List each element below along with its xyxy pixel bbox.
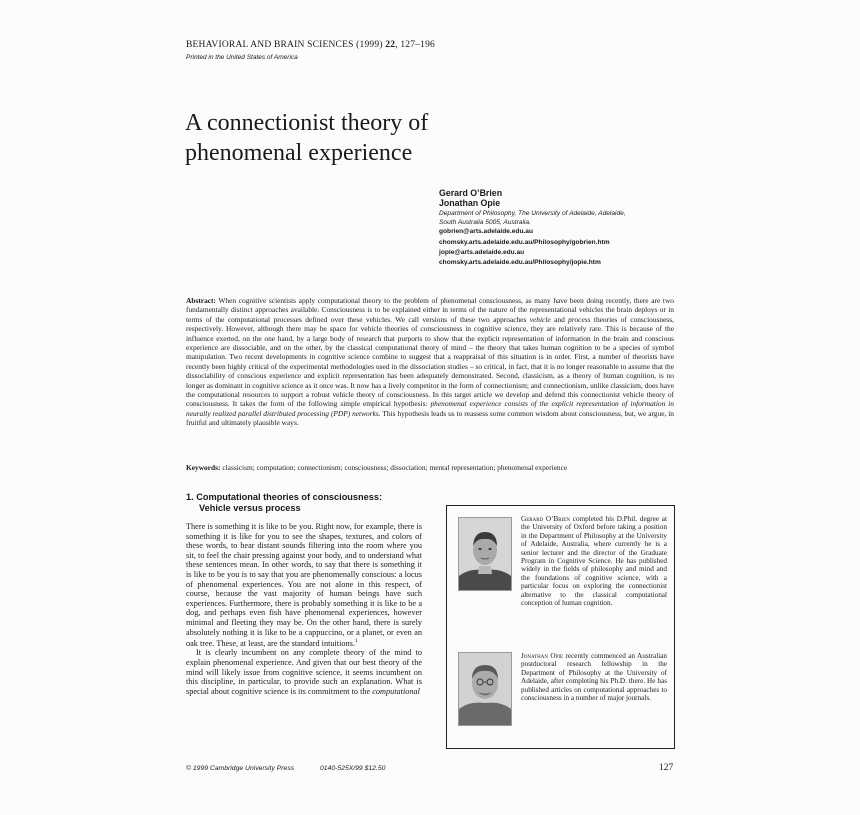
- abstract-text-3: This hypothesis leads us to reassess some common wisdom about consciousness, but, we argue, in fruitful and ultimately plausible ways.: [186, 408, 674, 428]
- body-paragraph-2: [186, 648, 422, 696]
- paragraph-2-text: It is clearly incumbent on any complete theory of the mind to explain phenomenal experience. And given that our best theory of the mind will likely issue from cognitive science, it seems incumbent on this discipline, in particular, to provide such an explanation. What is special about cognitive science is its commitment to the: [186, 648, 422, 696]
- paragraph-2-italic: computational: [372, 686, 420, 696]
- section-heading: [186, 492, 426, 514]
- abstract-text-1: When cognitive scientists apply computational theory to the problem of phenomenal consciousness, as many have been doing recently, there are two fundamentally distinct approaches available. Consciousness is to be explained either in terms of the nature of the representational vehicles the brain deploys or in terms of the computational processes defined over these vehicles. We call versions of these two approaches: [186, 296, 674, 324]
- title-line-1: A connectionist theory of: [185, 110, 429, 136]
- journal-pages: , 127–196: [395, 40, 435, 50]
- website-obrien: chomsky.arts.adelaide.edu.au/Philosophy/gobrien.htm: [439, 238, 610, 246]
- keywords-label: Keywords:: [186, 463, 221, 472]
- abstract-vehicle-term: vehicle: [529, 314, 551, 324]
- email-opie: jopie@arts.adelaide.edu.au: [439, 248, 525, 256]
- website-opie: chomsky.arts.adelaide.edu.au/Philosophy/jopie.htm: [439, 259, 601, 267]
- abstract-text-2: theories of consciousness, respectively. However, although there may be space for vehicle theories of consciousness in cognitive science, they are relatively rare. This is because of the influence exerted, on the one hand, by a large body of research that purports to show that the explicit representation of information in the brain and conscious experience are dissociable, and on the other, by the classical computational theory of mind – the theory that takes human cognition to be a species of symbol manipulation. Two recent developments in cognitive science combine to suggest that a reappraisal of this situation is in order. First, a number of theorists have recently been highly critical of the experimental methodologies used in the dissociation studies – so critical, in fact, that it is no longer reasonable to assume that the dissociability of conscious experience and explicit representation has been adequately demonstrated. Second, classicism, as a theory of human cognition, is no longer as dominant in cognitive science as it once was. It now has a lively competitor in the form of connectionism; and connectionism, unlike classicism, does have the computational resources to support a robust vehicle theory of consciousness. In this target article we develop and defend this connectionist vehicle theory of consciousness. It takes the form of the following simple empirical hypothesis:: [186, 314, 674, 409]
- photo-opie: [458, 652, 512, 726]
- bio-obrien-text: completed his D.Phil. degree at the University of Oxford before taking a position in the Department of Philosophy at the University of Adelaide, Australia, where currently he is a senior lecturer and the director of the Graduate Program in Cognitive Science. He has published widely in the fields of philosophy and mind and the foundations of cognitive science, with a particular focus on exploring the connectionist alternative to the classical computational conception of human cognition.: [521, 515, 667, 608]
- author-bio-box: [446, 505, 675, 749]
- email-obrien: gobrien@arts.adelaide.edu.au: [439, 228, 534, 236]
- journal-name: BEHAVIORAL AND BRAIN SCIENCES: [186, 40, 354, 50]
- keywords: [186, 463, 674, 472]
- paragraph-1-text: There is something it is like to be you. Right now, for example, there is something it is like for you to see the shapes, textures, and colors of these words, to hear distant sounds filtering into the room where you sit, to feel the chair pressing against your body, and to understand what these sentences mean. In other words, to say that there is something it is like to be you is to say that you are phenomenally conscious: a locus of phenomenal experiences. You are not alone in this respect, of course, because the vast majority of human beings have such experiences. Furthermore, there is probably something it is like to be a dog, and perhaps even fish have phenomenal experiences, however minimal and fleeting they may be. On the other hand, there is surely absolutely nothing it is like to be a cappuccino, or a planet, or even an oak tree. These, at least, are the standard intuitions.: [186, 522, 422, 648]
- bio-obrien: [521, 515, 667, 607]
- abstract: [186, 296, 674, 428]
- journal-volume: 22: [385, 40, 396, 50]
- journal-citation: [186, 40, 435, 50]
- bio-opie-name: Jonathan Opie: [521, 652, 564, 660]
- bio-obrien-name: Gerard O’Brien: [521, 515, 570, 523]
- page-number: 127: [659, 763, 674, 773]
- portrait-opie-icon: [459, 653, 511, 725]
- body-paragraph-1: [186, 522, 422, 648]
- photo-obrien: [458, 517, 512, 591]
- section-subtitle: Vehicle versus process: [199, 503, 301, 513]
- abstract-label: Abstract:: [186, 296, 216, 305]
- abstract-and: and: [550, 314, 569, 324]
- author-name-opie: Jonathan Opie: [439, 198, 501, 208]
- footnote-marker[interactable]: 1: [354, 638, 358, 645]
- title-line-2: phenomenal experience: [185, 140, 413, 166]
- copyright-notice: © 1999 Cambridge University Press: [186, 765, 295, 772]
- abstract-hypothesis: phenomenal experience consists of the explicit representation of information in neurally realized parallel distributed processing (PDP) networks.: [186, 399, 674, 418]
- journal-year: (1999): [356, 40, 383, 50]
- printed-notice: Printed in the United States of America: [186, 54, 298, 61]
- author-block: [439, 188, 699, 268]
- article-title: [185, 108, 585, 168]
- section-title: 1. Computational theories of consciousness:: [186, 492, 383, 502]
- keywords-list: classicism; computation; connectionism; consciousness; dissociation; mental representation; phenomenal experience: [220, 463, 568, 472]
- affiliation-line-2: South Australia 5005, Australia.: [439, 219, 531, 227]
- bio-opie-text: recently commenced an Australian postdoctoral research fellowship in the Department of Philosophy at the University of Adelaide, after completing his Ph.D. there. He has published articles on computational approaches to consciousness in a number of major journals.: [521, 652, 668, 703]
- body-column: [186, 522, 422, 696]
- author-name-obrien: Gerard O’Brien: [439, 188, 503, 198]
- portrait-obrien-icon: [459, 518, 511, 590]
- bio-opie: [521, 652, 667, 702]
- affiliation-line-1: Department of Philosophy, The University of Adelaide, Adelaide,: [439, 210, 626, 217]
- abstract-process-term: process: [568, 314, 591, 324]
- issn-price: 0140-525X/99 $12.50: [320, 765, 386, 772]
